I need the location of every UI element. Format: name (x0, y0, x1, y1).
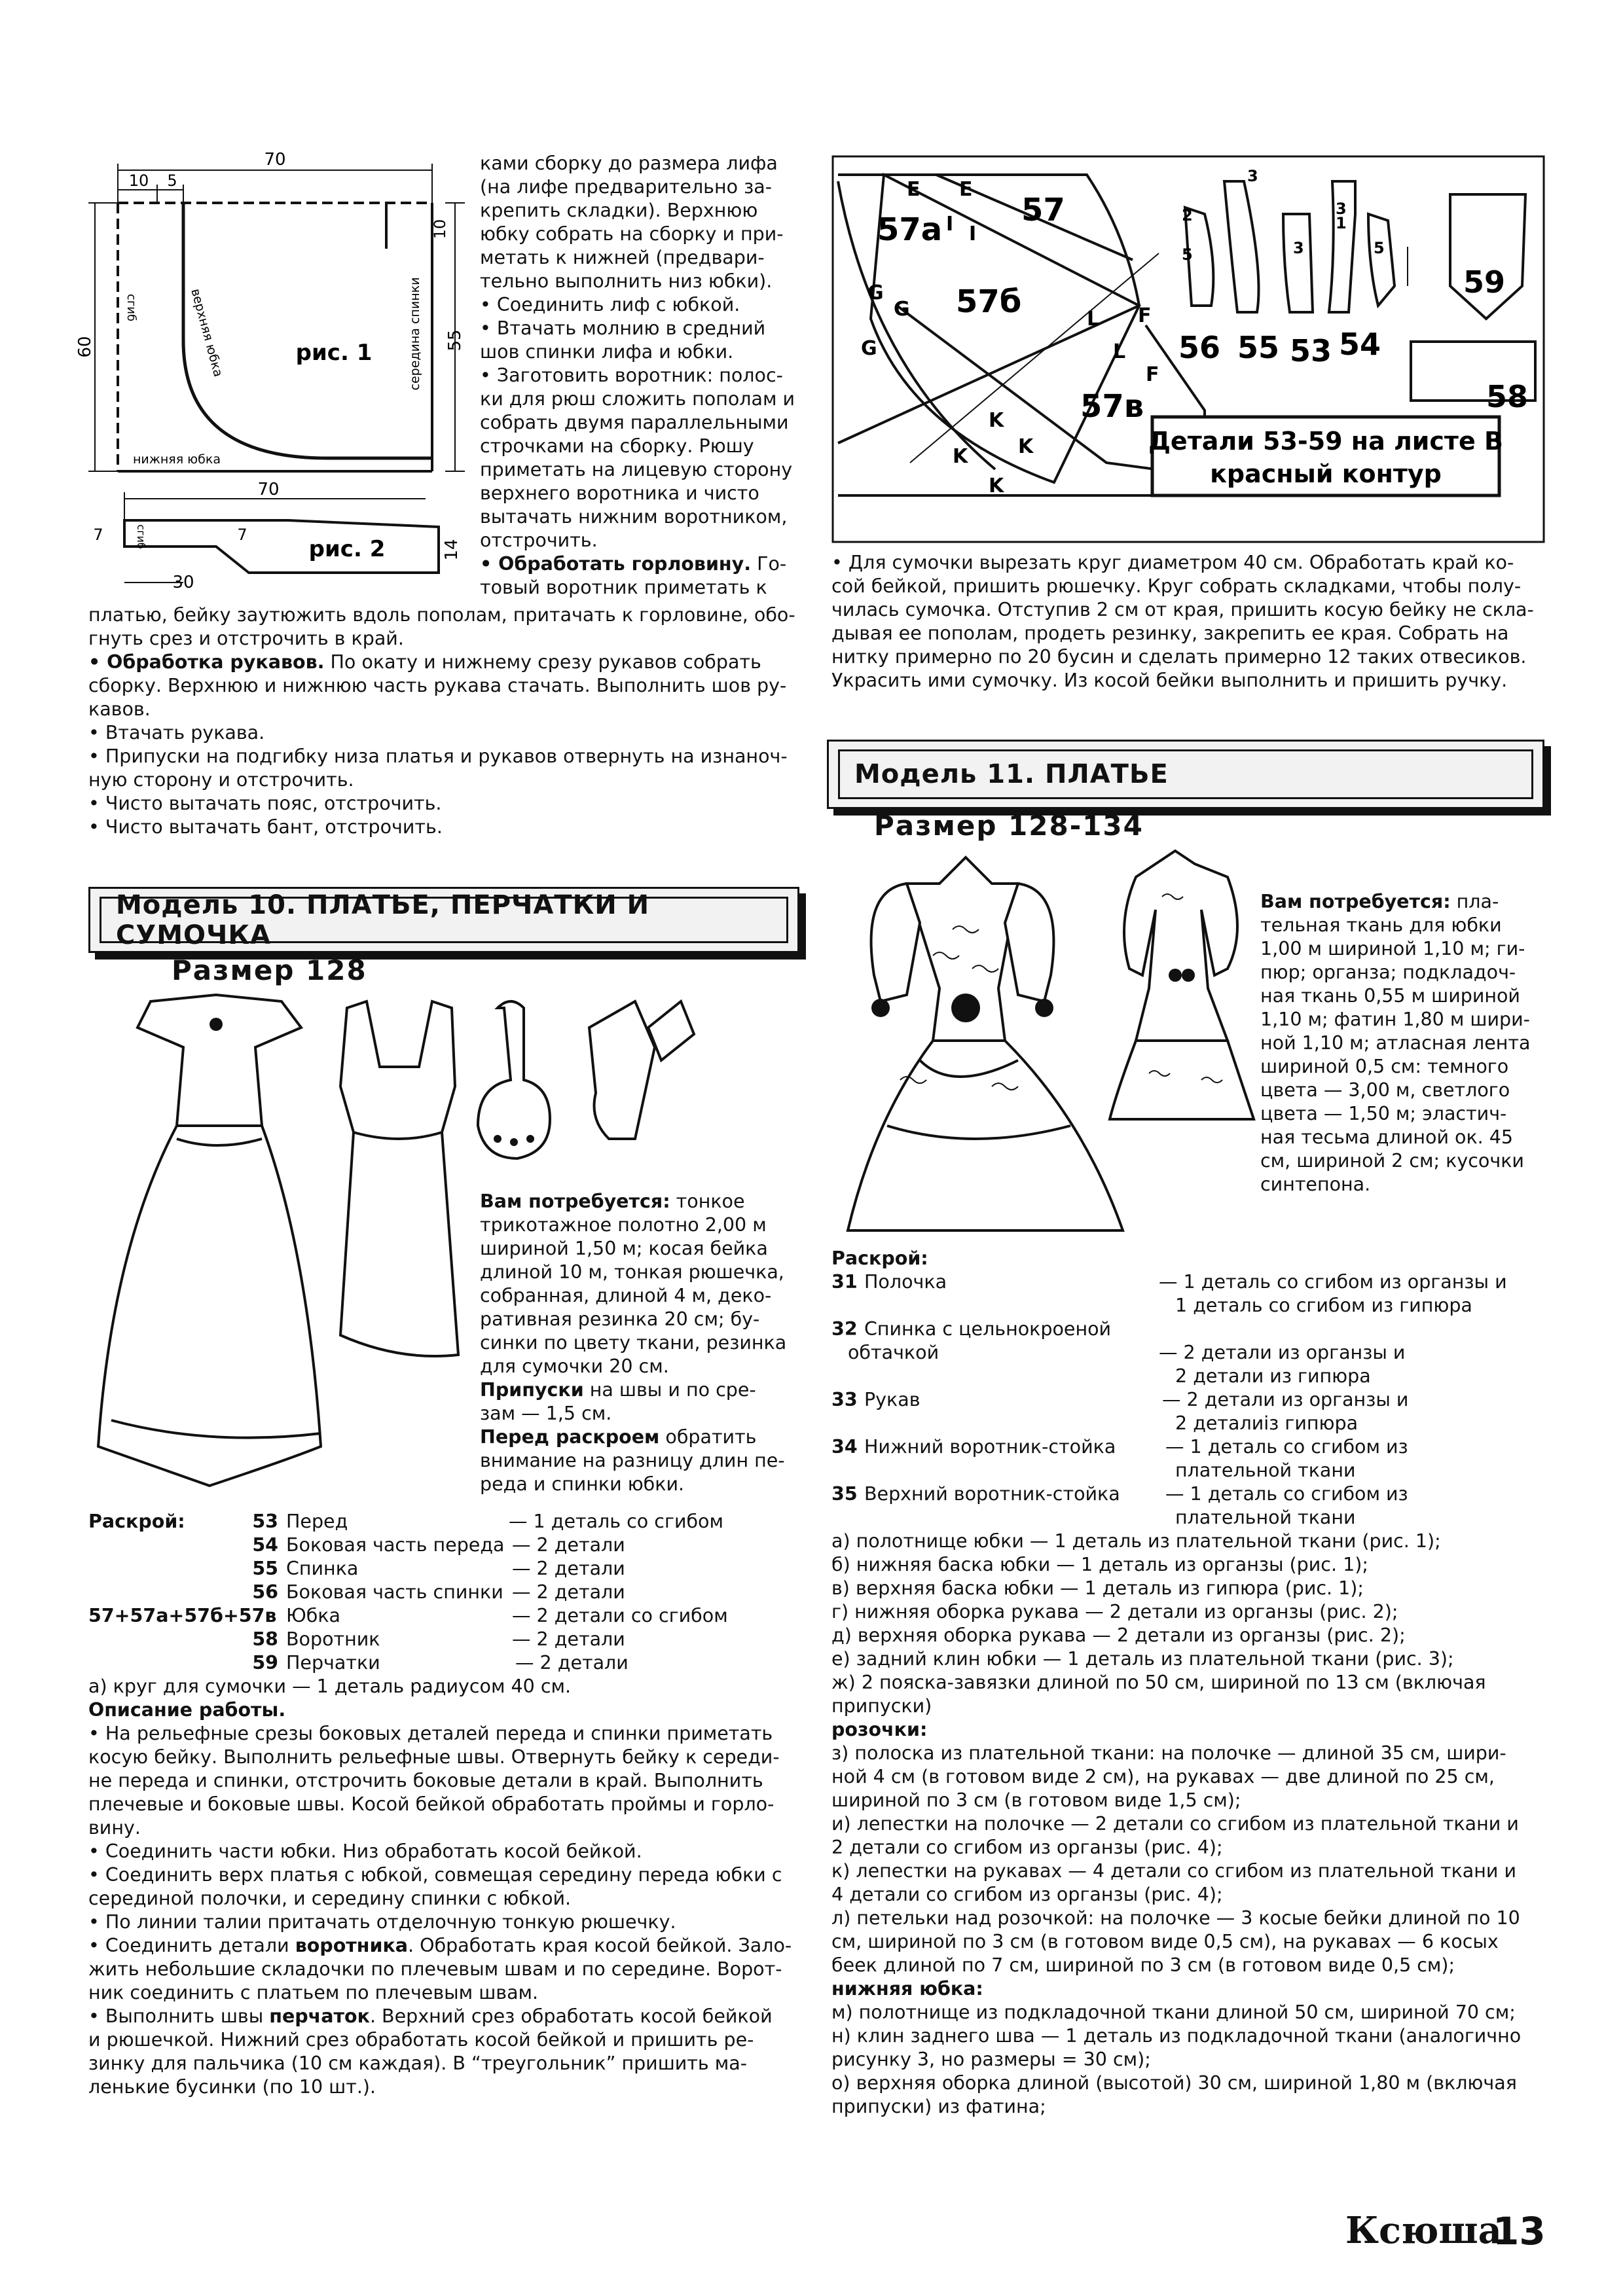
cut-row-55: 55 Спинка — 2 детали (252, 1558, 625, 1579)
notch-5a: 5 (1182, 245, 1193, 264)
mark-e2: E (959, 178, 973, 201)
model-11-dress-illustration (835, 844, 1254, 1250)
figure-2-strip-draft (85, 480, 471, 596)
col1-instructions-full: платью, бейку заутюжить вдоль пополам, притачать к горловине, обо- гнуть срез и отстрочить в край. • Обработка рукавов. По окату и нижнему срезу рукавов собрать сборку. Верхнюю и нижнюю часть рукава стачать. Выполнить шов ру- кавов. • Втачать рукава. • Припуски на подгибку низа платья и рукавов отвернуть на изнаноч- ную сторону и отстрочить. • Чисто вытачать пояс, отстрочить. • Чисто вытачать бант, отстрочить. (88, 604, 795, 838)
cut-row-35: 35 Верхний воротник-стойка — 1 деталь со сгибом из (831, 1483, 1408, 1505)
dim-55: 55 (445, 329, 465, 351)
model-10-materials: Вам потребуется: тонкое трикотажное полотно 2,00 м шириной 1,50 м; косая бейка длиной 10 м, тонкая рюшечка, собранная, длиной 4 м, деко- ративная резинка 20 см; бу- синки по цвету ткани, резинка для сумочки 20 см. Припуски на швы и по сре- зам — 1,5 см. Перед раскроем обратить внимание на разницу длин пе- реда и спинки юбки. (480, 1191, 787, 1495)
dim-14: 14 (442, 539, 462, 561)
mark-g3: G (861, 337, 877, 360)
dim-60: 60 (75, 336, 95, 358)
cut-row-59: 59 Перчатки — 2 детали (252, 1652, 629, 1674)
mark-k2: K (953, 445, 968, 468)
notch-3a: 3 (1247, 167, 1258, 185)
dim-10: 10 (128, 171, 149, 190)
notch-1: 1 (1336, 214, 1347, 232)
piece-57a: 57а (877, 211, 943, 248)
model-10-title-banner (88, 887, 799, 953)
pattern-caption-line2: красный контур (1210, 459, 1442, 488)
lower-skirt-label: нижняя юбка (132, 452, 221, 467)
cut-row-32: 32 Спинка с цельнокроеной (831, 1318, 1112, 1340)
piece-56: 56 (1178, 330, 1221, 365)
model-10-size: Размер 128 (172, 954, 367, 986)
mark-i2: I (969, 223, 977, 245)
dim-70: 70 (257, 480, 280, 499)
mark-l1: L (1087, 308, 1100, 331)
dim-10b: 10 (431, 219, 449, 240)
mark-f2: F (1146, 363, 1159, 386)
upper-skirt-label: верхняя юбка (188, 287, 226, 379)
mark-k1: K (989, 409, 1004, 432)
model-11-materials: Вам потребуется: пла- тельная ткань для юбки 1,00 м шириной 1,10 м; ги- пюр; органза; подкладоч- ная ткань 0,55 м шириной 1,10 м; фатин 1,80 м шири- ной 1,10 м; атласная лента шириной 0,5 см: темного цвета — 3,00 м, светлого цвета — 1,50 м; эластич- ная тесьма длиной ок. 45 см, шириной 2 см; кусочки синтепона. (1260, 891, 1531, 1195)
piece-54: 54 (1339, 327, 1381, 362)
mark-g1: G (867, 281, 884, 304)
mark-k3: K (1018, 435, 1034, 458)
figure-1-skirt-draft (75, 150, 471, 491)
notch-5b: 5 (1374, 239, 1385, 257)
piece-59: 59 (1463, 264, 1506, 300)
model-10-title: Модель 10. ПЛАТЬЕ, ПЕРЧАТКИ И СУМОЧКА (100, 897, 788, 943)
figure-2-label: рис. 2 (308, 536, 386, 562)
fold-label: сгиб (124, 293, 138, 322)
model-11-size: Размер 128-134 (874, 810, 1144, 842)
dim-7b: 7 (237, 526, 247, 544)
page-number: 13 (1493, 2209, 1546, 2253)
notch-3c: 3 (1293, 239, 1304, 257)
mark-i1: I (946, 213, 954, 236)
model-10-cutting: Раскрой: 53 Перед — 1 деталь со сгибом 54 Боковая часть переда — 2 детали 55 Спинка — 2 детали 56 Боковая часть спинки — 2 детали 57+57а+57б+57в Юбка — 2 детали со сгибом 58 Воротник — 2 детали 59 Перчатки — 2 детали а) круг для сумочки — 1 деталь радиусом 40 см. Описание работы. • На рельефные срезы боковых деталей переда и спинки приметать косую бейку. Выполнить рельефные швы. Отвернуть бейку к середи- не переда и спинки, отстрочить боковые детали в край. Выполнить плечевые и боковые швы. Косой бейкой обработать проймы и горло- вину. • Соединить части юбки. Низ обработать косой бейкой. • Соединить верх платья с юбкой, совмещая середину переда юбки с серединой полочки, и середину спинки с юбкой. • По линии талии притачать отделочную тонкую рюшечку. • Соединить детали воротника. Обработать края косой бейкой. Зало- жить небольшие складочки по плечевым швам и по середине. Ворот- ник соединить с платьем по плечевым швам. • Выполнить швы перчаток. Верхний срез обработать косой бейкой и рюшечкой. Нижний срез обработать косой бейкой и пришить ре- зинку для пальчика (10 см каждая). В “треугольник” пришить ма- ленькие бусинки (по 10 шт.). (88, 1510, 802, 2099)
dim-30: 30 (172, 573, 194, 592)
cut-row-53: Раскрой: 53 Перед — 1 деталь со сгибом (88, 1511, 723, 1532)
notch-2: 2 (1182, 206, 1193, 224)
piece-58: 58 (1486, 379, 1529, 414)
piece-53: 53 (1290, 333, 1332, 368)
cut-row-56: 56 Боковая часть спинки — 2 детали (252, 1581, 625, 1603)
bag-instructions: • Для сумочки вырезать круг диаметром 40 см. Обработать край ко- сой бейкой, пришить рюшечку. Круг собрать складками, чтобы полу- чилась сумочка. Отступив 2 см от края, пришить косую бейку не скла- дывая ее пополам, продеть резинку, закрепить ее края. Собрать на нитку примерно по 20 бусин и сделать примерно 12 таких отвесиков. Украсить ими сумочку. Из косой бейки выполнить и пришить ручку. (831, 552, 1534, 691)
mark-f1: F (1138, 304, 1152, 327)
piece-57: 57 (1021, 192, 1065, 228)
cut-row-58: 58 Воротник — 2 детали (252, 1628, 625, 1650)
cut-row-54: 54 Боковая часть переда — 2 детали (252, 1534, 625, 1556)
fold-label: сгиб (135, 524, 147, 549)
pattern-caption-line1: Детали 53-59 на листе В (1148, 427, 1503, 456)
center-back-label: середина спинки (408, 277, 422, 391)
piece-57b: 57б (956, 283, 1022, 320)
mark-g2: G (894, 298, 910, 321)
mark-k4: K (989, 475, 1004, 497)
dim-7a: 7 (93, 526, 103, 544)
notch-3b: 3 (1336, 200, 1347, 218)
col1-instructions-top: ками сборку до размера лифа (на лифе предварительно за- крепить складки). Верхнюю юбку собрать на сборку и при- метать к нижней (предвари- тельно выполнить низ юбки). • Соединить лиф с юбкой. • Втачать молнию в средний шов спинки лифа и юбки. • Заготовить воротник: полос- ки для рюш сложить пополам и собрать двумя параллельными строчками на сборку. Рюшу приметать на лицевую сторону верхнего воротника и чисто вытачать нижним воротником, отстрочить. • Обработать горловину. Го- товый воротник приметать к (480, 152, 795, 598)
cut-row-34: 34 Нижний воротник-стойка — 1 деталь со сгибом из (831, 1436, 1408, 1458)
cut-row-57: 57+57а+57б+57в Юбка — 2 детали со сгибом (88, 1605, 728, 1626)
mark-e1: E (907, 178, 921, 201)
cut-row-31: 31 Полочка — 1 деталь со сгибом из органзы и (831, 1271, 1507, 1293)
dim-5: 5 (167, 171, 177, 190)
piece-55: 55 (1237, 330, 1280, 365)
model-11-cutting: Раскрой: 31 Полочка — 1 деталь со сгибом из органзы и 1 деталь со сгибом из гипюра 32 Спинка с цельнокроеной обтачкой — 2 детали из органзы и 2 детали из гипюра 33 Рукав — 2 детали из органзы и 2 деталиiз гипюра 34 Нижний воротник-стойка — 1 деталь со сгибом из плательной ткани 35 Верхний воротник-стойка — 1 деталь со сгибом из плательной ткани а) полотнище юбки — 1 деталь из плательной ткани (рис. 1); б) нижняя баска юбки — 1 деталь из органзы (рис. 1); в) верхняя баска юбки — 1 деталь из гипюра (рис. 1); г) нижняя оборка рукава — 2 детали из органзы (рис. 2); д) верхняя оборка рукава — 2 детали из органзы (рис. 2); е) задний клин юбки — 1 деталь из плательной ткани (рис. 3); ж) 2 пояска-завязки длиной по 50 см, шириной по 13 см (включая припуски) розочки: з) полоска из плательной ткани: на полочке — длиной 35 см, шири- ной 4 см (в готовом виде 2 см), на рукавах — две длиной по 25 см, шириной по 3 см (в готовом виде 1,5 см); и) лепестки на полочке — 2 детали со сгибом из плательной ткани и 2 детали со сгибом из органзы (рис. 4); к) лепестки на рукавах — 4 детали со сгибом из плательной ткани и 4 детали со сгибом из органзы (рис. 4); л) петельки над розочкой: на полочке — 3 косые бейки длиной по 10 см, шириной по 3 см (в готовом виде 0,5 см), на рукавах — 6 косых беек длиной по 7 см, шириной по 3 см (в готовом виде 0,5 см); нижняя юбка: м) полотнище из подкладочной ткани длиной 50 см, шириной 70 см; н) клин заднего шва — 1 деталь из подкладочной ткани (аналогично рисунку 3, но размеры = 30 см); о) верхняя оборка длиной (высотой) 30 см, шириной 1,80 м (включая припуски) из фатина; (831, 1247, 1545, 2119)
model-11-title: Модель 11. ПЛАТЬЕ (838, 749, 1533, 799)
cut-row-33: 33 Рукав — 2 детали из органзы и (831, 1389, 1409, 1410)
mark-l2: L (1113, 340, 1126, 363)
piece-57v: 57в (1080, 388, 1144, 425)
model-11-title-banner (827, 740, 1544, 809)
dim-70: 70 (264, 150, 286, 170)
magazine-title: Ксюша (1345, 2209, 1502, 2252)
figure-1-label: рис. 1 (295, 340, 373, 366)
pattern-layout-diagram (831, 155, 1545, 543)
